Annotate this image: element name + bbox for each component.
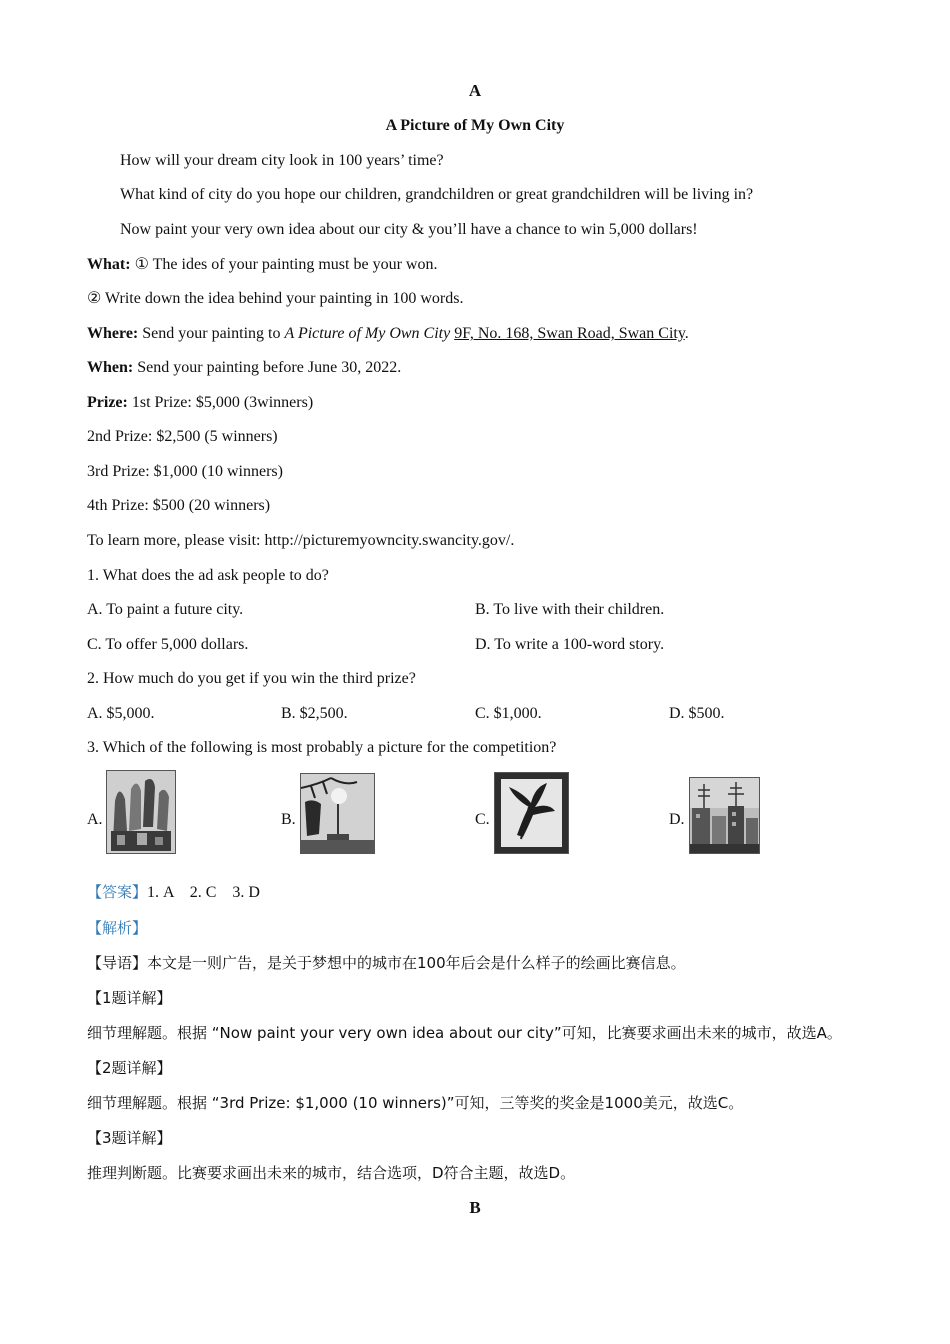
guide-text: 【导语】本文是一则广告，是关于梦想中的城市在100年后会是什么样子的绘画比赛信息。 (87, 954, 686, 972)
answer-label: 【答案】 (87, 883, 148, 901)
what-text: ① The ides of your painting must be your won. (130, 256, 438, 273)
question-3-option-b-label: B. (281, 811, 296, 828)
option-a-city-sketch-image (106, 770, 176, 854)
what-label: What: (87, 256, 131, 273)
question-1-option-c: C. To offer 5,000 dollars. (87, 636, 249, 653)
detail-2-text: 细节理解题。根据 “3rd Prize: $1,000 (10 winners)”可知，三等奖的奖金是1000美元，故选C。 (87, 1094, 744, 1112)
where-label: Where: (87, 325, 139, 342)
prize-line-3: 3rd Prize: $1,000 (10 winners) (87, 463, 283, 480)
when-label: When: (87, 359, 134, 376)
question-2-option-a: A. $5,000. (87, 705, 155, 722)
prize-label: Prize: (87, 394, 128, 411)
where-name: A Picture of My Own City (284, 325, 451, 342)
section-heading-a: A (468, 81, 482, 100)
option-d-future-city-image (689, 777, 760, 854)
question-3-option-c-label: C. (475, 811, 490, 828)
passage-title: A Picture of My Own City (385, 117, 565, 134)
when-text: Send your painting before June 30, 2022. (133, 359, 402, 376)
question-2-option-b: B. $2,500. (281, 705, 348, 722)
what-line (87, 255, 437, 275)
question-1-option-b: B. To live with their children. (475, 601, 665, 618)
detail-2-heading: 【2题详解】 (87, 1059, 172, 1077)
detail-1-text: 细节理解题。根据 “Now paint your very own idea about our city”可知，比赛要求画出未来的城市，故选A。 (87, 1024, 842, 1042)
section-heading-b: B (469, 1198, 481, 1217)
prize-line-2: 2nd Prize: $2,500 (5 winners) (87, 428, 278, 445)
detail-3-heading: 【3题详解】 (87, 1129, 172, 1147)
question-1-option-d: D. To write a 100-word story. (475, 636, 665, 653)
intro-line-2: What kind of city do you hope our children, grandchildren or great grandchildren will be living in? (120, 186, 754, 203)
question-1-option-a: A. To paint a future city. (87, 601, 244, 618)
intro-line-1: How will your dream city look in 100 years’ time? (120, 152, 444, 169)
analysis-label: 【解析】 (87, 919, 148, 937)
question-3-option-d-label: D. (669, 811, 685, 828)
answer-line (87, 882, 260, 903)
learn-more-line: To learn more, please visit: http://picturemyowncity.swancity.gov/. (87, 532, 515, 549)
answer-text: 1. A 2. C 3. D (147, 884, 260, 901)
question-1-stem: 1. What does the ad ask people to do? (87, 567, 329, 584)
prize-line-1 (87, 393, 313, 413)
prize-line-4: 4th Prize: $500 (20 winners) (87, 497, 271, 514)
detail-3-text: 推理判断题。比赛要求画出未来的城市，结合选项，D符合主题，故选D。 (87, 1164, 576, 1182)
option-c-framed-flower-image (494, 772, 569, 854)
question-2-option-d: D. $500. (669, 705, 725, 722)
what-line-2: ② Write down the idea behind your painting in 100 words. (87, 290, 464, 307)
where-pre: Send your painting to (138, 325, 285, 342)
intro-line-3: Now paint your very own idea about our city & you’ll have a chance to win 5,000 dollars! (120, 221, 698, 238)
question-2-option-c: C. $1,000. (475, 705, 542, 722)
question-3-stem: 3. Which of the following is most probably a picture for the competition? (87, 739, 557, 756)
option-b-tree-moon-image (300, 773, 375, 854)
prize-first: 1st Prize: $5,000 (3winners) (127, 394, 314, 411)
question-3-option-a-label: A. (87, 811, 103, 828)
question-2-stem: 2. How much do you get if you win the third prize? (87, 670, 416, 687)
where-address: 9F, No. 168, Swan Road, Swan City (454, 325, 685, 342)
where-line (87, 324, 689, 344)
detail-1-heading: 【1题详解】 (87, 989, 172, 1007)
when-line (87, 358, 401, 378)
where-post: . (684, 325, 689, 342)
